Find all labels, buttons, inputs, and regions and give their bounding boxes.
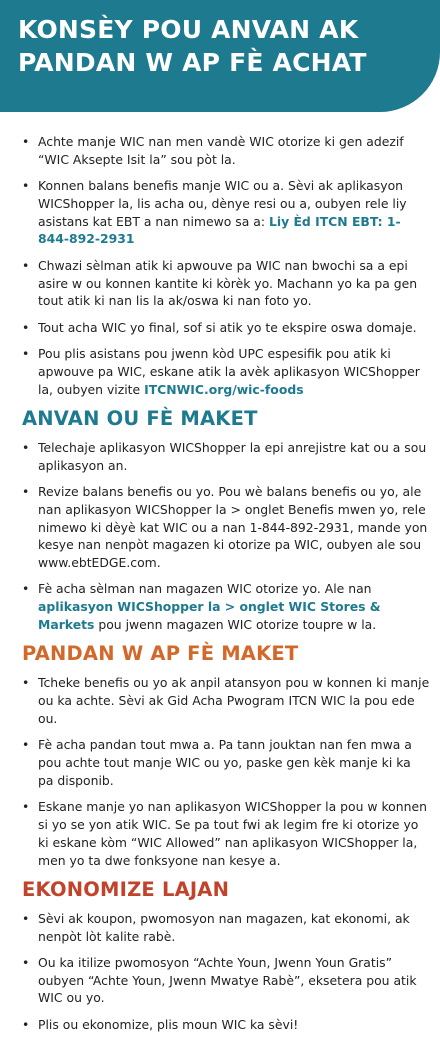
before-shopping-section [0, 407, 440, 634]
page-title: KONSÈY POU ANVAN AK PANDAN W AP FÈ ACHAT [18, 15, 367, 77]
wic-stores-link[interactable]: aplikasyon WICShopper la > onglet WIC Stores & Markets [38, 599, 381, 633]
list-item: • Revize balans benefis ou yo. Pou wè balans benefis ou yo, ale nan aplikasyon WICShopper la > onglet Benefis mwen yo, rele nimewo ki dèyè kat WIC ou a nan 1-844-892-2931, mande yon kesye nan nenpòt magazen ki otorize pa WIC, oubyen ale sou www.ebtEDGE.com. [22, 483, 430, 572]
during-shopping-heading: PANDAN W AP FÈ MAKET [22, 642, 299, 666]
list-item: • Plis ou ekonomize, plis moun WIC ka sèvi! [22, 1016, 430, 1034]
list-item: • Achte manje WIC nan men vandè WIC otorize ki gen adezif “WIC Aksepte Isit la” sou pòt la. [22, 133, 430, 169]
list-item: • Konnen balans benefis manje WIC ou a. Sèvi ak aplikasyon WICShopper la, lis acha ou, dènye resi ou a, oubyen rele liy asistans kat EBT a nan nimewo sa a: Liy Èd ITCN EBT: 1-844-892-2931 [22, 177, 430, 248]
list-item: • Telechaje aplikasyon WICShopper la epi anrejistre kat ou a sou aplikasyon an. [22, 439, 430, 475]
main-content [0, 133, 440, 1042]
save-money-list [0, 910, 440, 1034]
header-banner [0, 0, 440, 112]
during-shopping-list [0, 674, 440, 869]
save-money-heading: EKONOMIZE LAJAN [22, 877, 230, 901]
before-shopping-list [0, 439, 440, 634]
list-item: • Pou plis asistans pou jwenn kòd UPC espesifik pou atik ki apwouve pa WIC, eskane atik la avèk aplikasyon WICShopper la, oubyen vizite ITCNWIC.org/wic-foods [22, 345, 430, 398]
list-item: • Ou ka itilize pwomosyon “Achte Youn, Jwenn Youn Gratis” oubyen “Achte Youn, Jwenn Mwatye Rabè”, eksetera pou atik WIC ou yo. [22, 954, 430, 1007]
list-item: • Fè acha pandan tout mwa a. Pa tann jouktan nan fen mwa a pou achte tout manje WIC ou yo, paske gen kèk manje ki ka pa disponib. [22, 736, 430, 789]
save-money-section [0, 878, 440, 1034]
list-item: • Sèvi ak koupon, pwomosyon nan magazen, kat ekonomi, ak nenpòt lòt kalite rabè. [22, 910, 430, 946]
during-shopping-section [0, 642, 440, 869]
before-shopping-heading: ANVAN OU FÈ MAKET [22, 406, 258, 430]
list-item: • Chwazi sèlman atik ki apwouve pa WIC nan bwochi sa a epi asire w ou konnen kantite ki kòrèk yo. Machann yo ka pa gen tout atik ki nan lis la ak/oswa ki nan foto yo. [22, 257, 430, 310]
list-item: • Tout acha WIC yo final, sof si atik yo te ekspire oswa domaje. [22, 319, 430, 337]
list-item: • Fè acha sèlman nan magazen WIC otorize yo. Ale nan aplikasyon WICShopper la > onglet WIC Stores & Markets pou jwenn magazen WIC otorize toupre w la. [22, 580, 430, 633]
list-item: • Eskane manje yo nan aplikasyon WICShopper la pou w konnen si yo se yon atik WIC. Se pa tout fwi ak legim fre ki otorize yo ki eskane kòm “WIC Allowed” nan aplikasyon WICShopper la, men yo ta dwe fonksyone nan kesye a. [22, 798, 430, 869]
list-item: • Tcheke benefis ou yo ak anpil atansyon pou w konnen ki manje ou ka achte. Sèvi ak Gid Acha Pwogram ITCN WIC la pou ede ou. [22, 674, 430, 727]
general-tips-list [0, 133, 440, 398]
wic-foods-link[interactable]: ITCNWIC.org/wic-foods [144, 381, 304, 397]
ebt-helpline-link[interactable]: Liy Èd ITCN EBT: 1-844-892-2931 [38, 213, 401, 247]
